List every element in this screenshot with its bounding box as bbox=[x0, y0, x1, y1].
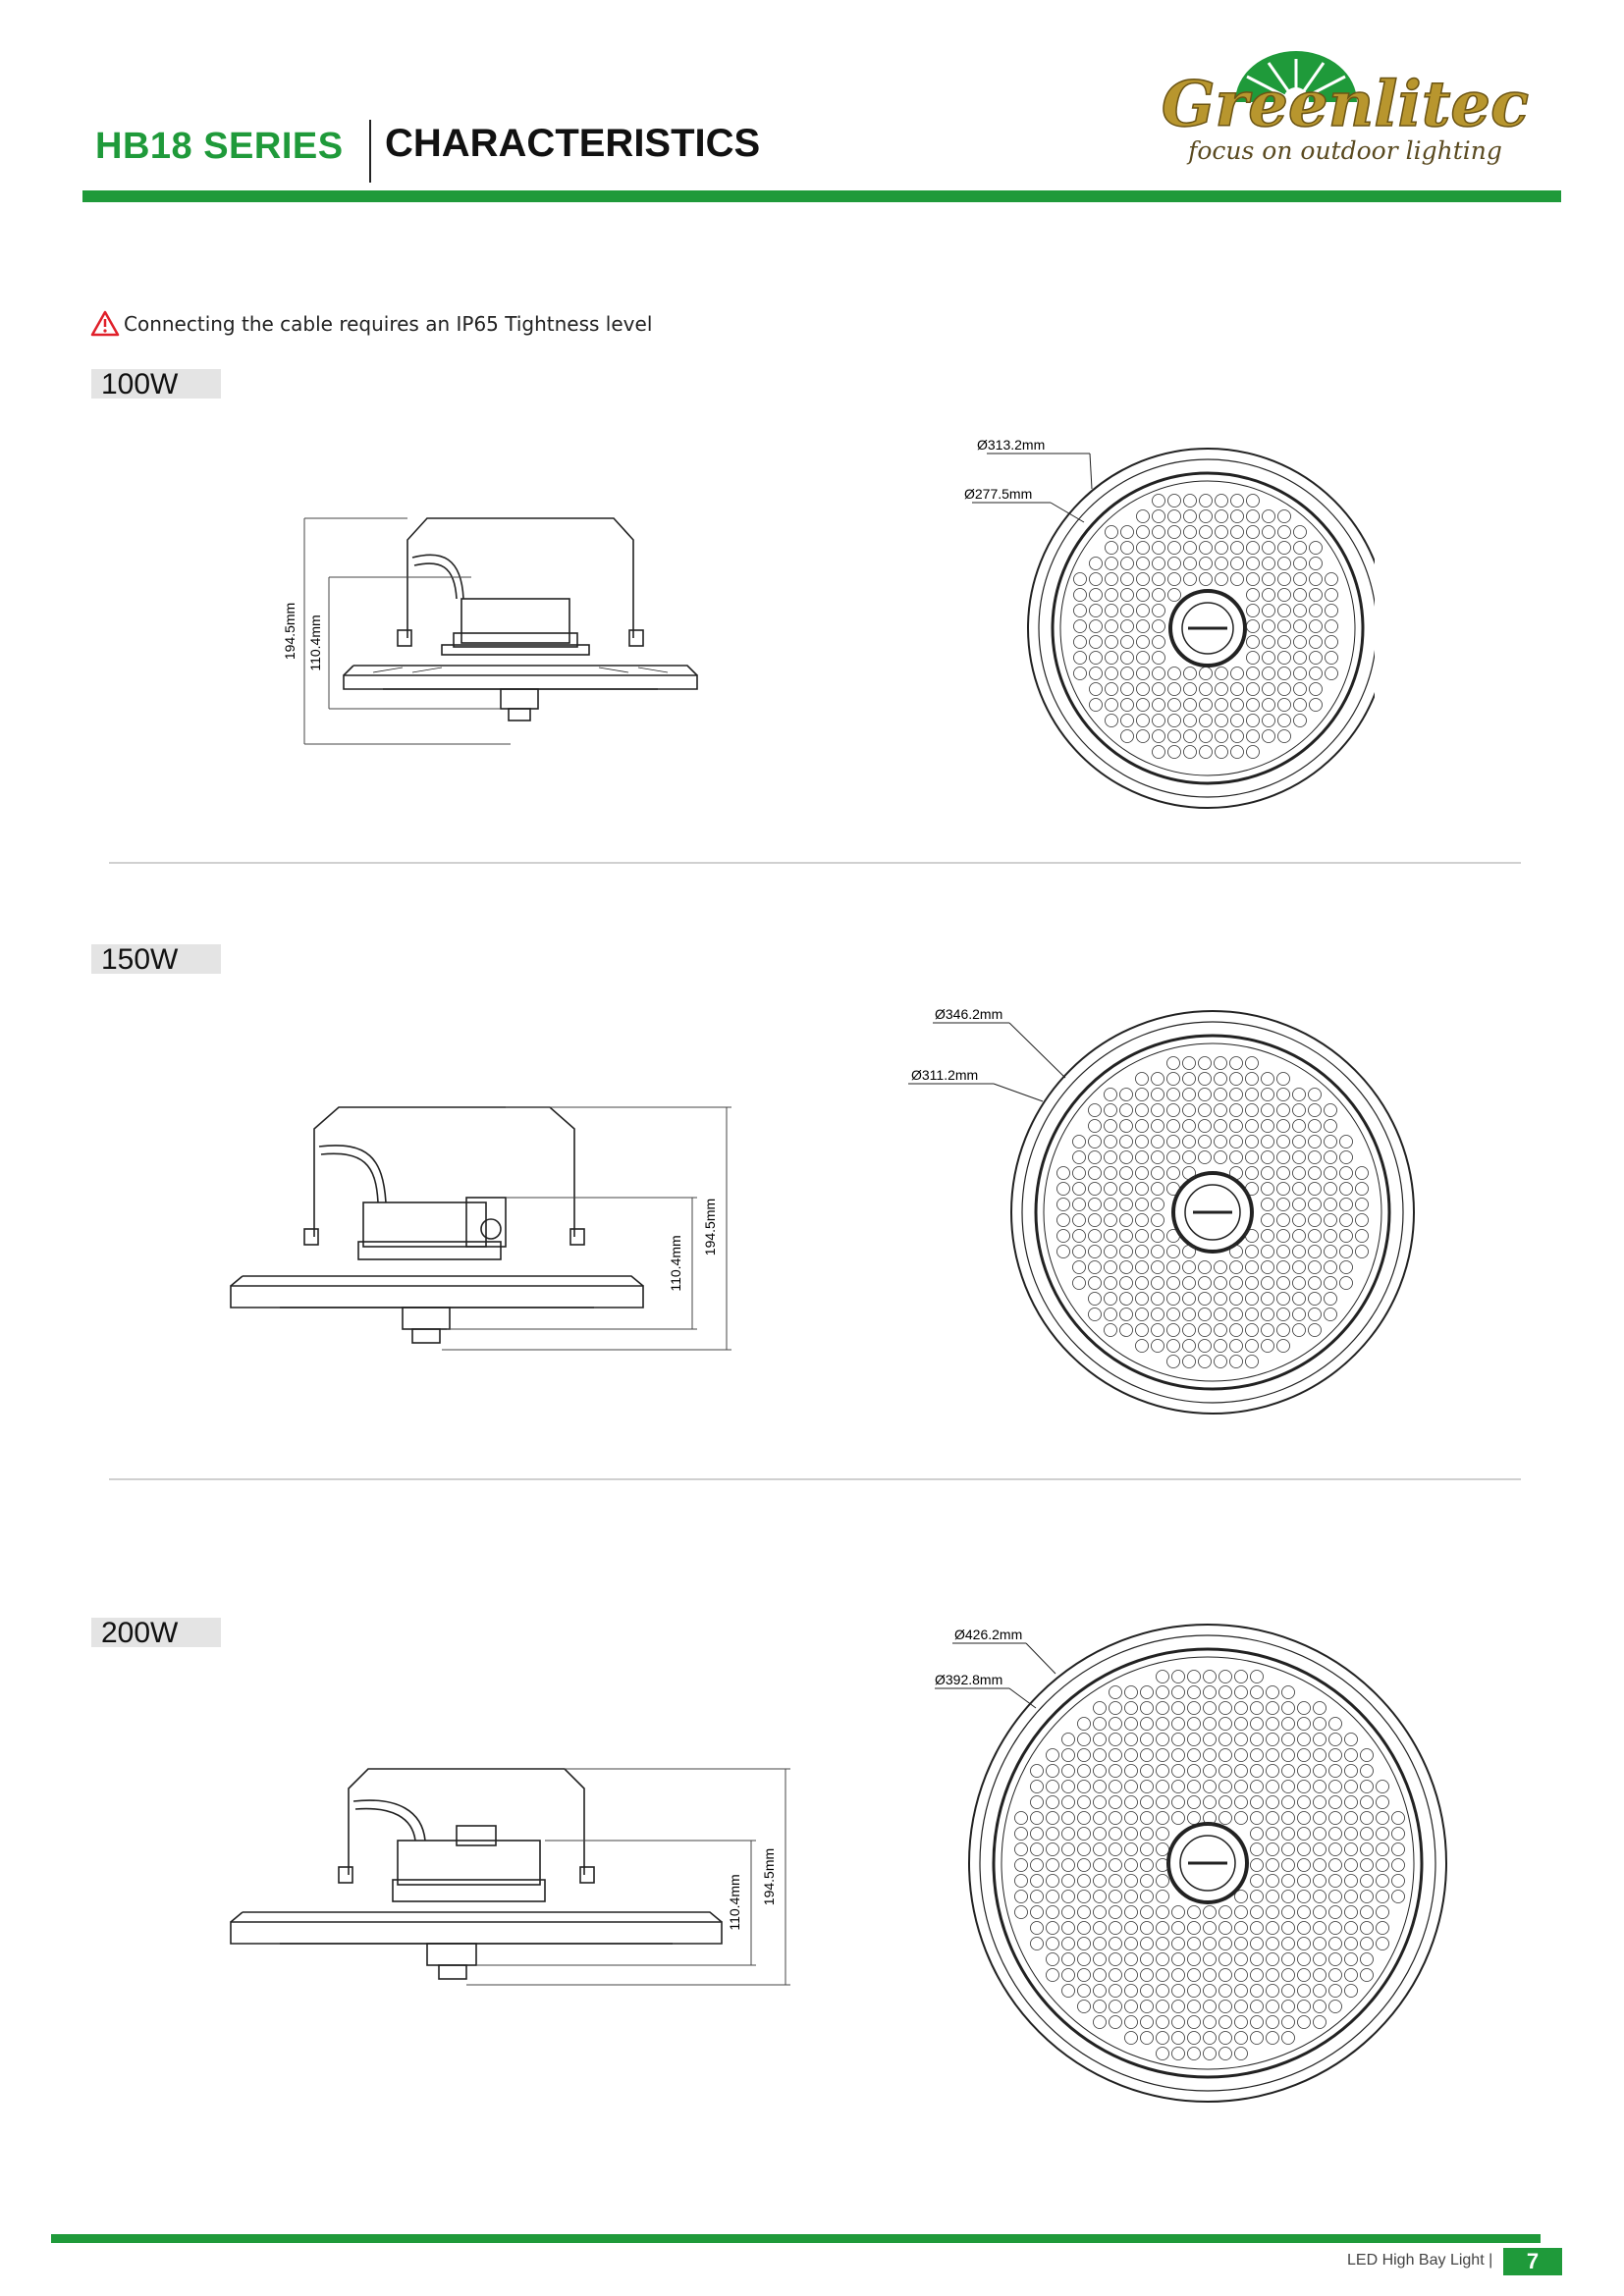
header-divider bbox=[369, 120, 371, 183]
section-separator bbox=[109, 862, 1521, 864]
dim-height-body-100w: 110.4mm bbox=[307, 614, 323, 671]
dim-height-total-200w: 194.5mm bbox=[761, 1847, 777, 1906]
footer-rule bbox=[51, 2234, 1541, 2243]
dim-dia-outer-150w: Ø346.2mm bbox=[935, 1006, 1003, 1022]
brand-logo bbox=[1149, 51, 1542, 184]
top-view-drawing-100w bbox=[943, 432, 1375, 825]
dim-dia-inner-150w: Ø311.2mm bbox=[911, 1067, 979, 1083]
model-label-150w: 150W bbox=[91, 944, 221, 974]
dim-dia-inner-200w: Ø392.8mm bbox=[935, 1672, 1003, 1687]
side-view-drawing-100w bbox=[275, 501, 727, 756]
side-view-drawing-150w bbox=[221, 1099, 751, 1364]
top-view-drawing-200w bbox=[913, 1610, 1463, 2120]
dim-height-body-200w: 110.4mm bbox=[727, 1874, 742, 1931]
dim-height-total-150w: 194.5mm bbox=[702, 1198, 718, 1256]
warning-note bbox=[90, 310, 652, 337]
side-view-drawing-200w bbox=[221, 1757, 810, 2002]
model-label-200w: 200W bbox=[91, 1618, 221, 1647]
dim-height-total-100w: 194.5mm bbox=[282, 602, 298, 661]
page-number: 7 bbox=[1503, 2248, 1562, 2275]
dim-height-body-150w: 110.4mm bbox=[668, 1235, 683, 1292]
warning-text: Connecting the cable requires an IP65 Tightness level bbox=[124, 311, 653, 336]
top-view-drawing-150w bbox=[893, 991, 1424, 1433]
warning-triangle-icon bbox=[90, 310, 120, 337]
header-rule bbox=[82, 190, 1561, 202]
footer-text: LED High Bay Light | bbox=[1347, 2252, 1493, 2269]
section-separator bbox=[109, 1478, 1521, 1480]
dim-dia-outer-100w: Ø313.2mm bbox=[977, 437, 1046, 453]
series-title: HB18 SERIES bbox=[95, 126, 344, 167]
dim-dia-inner-100w: Ø277.5mm bbox=[964, 486, 1033, 502]
model-label-100w: 100W bbox=[91, 369, 221, 399]
brand-name: Greenlitec bbox=[1161, 68, 1530, 141]
section-title: CHARACTERISTICS bbox=[385, 122, 761, 165]
brand-tagline: focus on outdoor lighting bbox=[1188, 136, 1502, 165]
dim-dia-outer-200w: Ø426.2mm bbox=[954, 1627, 1023, 1642]
